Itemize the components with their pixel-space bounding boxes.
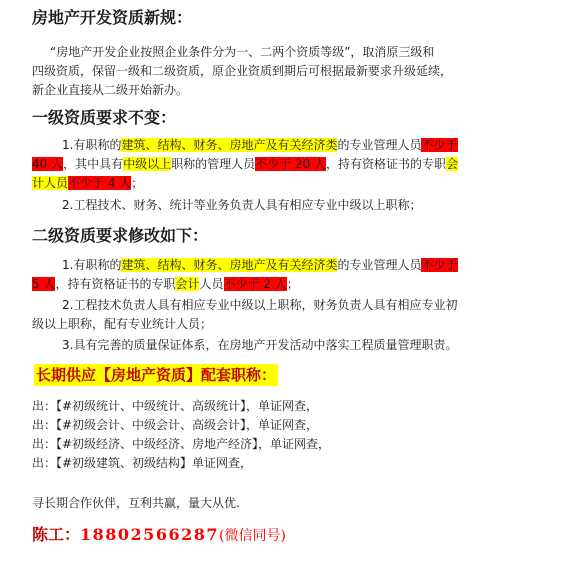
level2-item2-line2: 级以上职称，配有专业统计人员；: [32, 317, 213, 331]
highlight: 不少于 2 人: [223, 277, 287, 291]
text: 的专业管理人员: [337, 258, 422, 272]
highlight: 建筑、结构、财务、房地产及有关经济类: [121, 258, 338, 272]
text: ；: [131, 176, 144, 190]
text: ，持有资格证书的专职: [55, 277, 176, 291]
intro-line-1: “房地产开发企业按照企业条件分为一、二两个资质等级”，取消原三级和: [50, 45, 435, 59]
highlight: 计人员: [32, 176, 69, 190]
text: ，其中具有: [63, 157, 124, 171]
highlight: 建筑、结构、财务、房地产及有关经济类: [121, 138, 338, 152]
level1-item1-line1: [62, 136, 458, 155]
level2-item2-line1: 2.工程技术负责人具有相应专业中级以上职称，财务负责人具有相应专业初: [62, 298, 458, 312]
supply-heading-wrap: [34, 364, 278, 386]
supply-line-1: 出：【#初级统计、中级统计、高级统计】，单证网查，: [32, 399, 319, 413]
highlight: 不少于: [421, 258, 458, 272]
text: 人员: [199, 277, 224, 291]
contact-name: 陈工：: [32, 525, 81, 544]
supply-line-4: 出：【#初级建筑、初级结构】单证网查，: [32, 456, 253, 470]
level2-item1-line1: [62, 256, 458, 275]
text: ；: [286, 277, 299, 291]
highlight: 会计: [175, 277, 200, 291]
intro-line-3: 新企业直接从二级开始新办。: [32, 83, 189, 97]
contact-phone: 18802566287: [80, 525, 219, 544]
text: ，持有资格证书的专职: [326, 157, 447, 171]
level1-item1-line3: [32, 174, 143, 193]
text: 的专业管理人员: [337, 138, 422, 152]
supply-line-2: 出：【#初级会计、中级会计、高级会计】，单证网查，: [32, 418, 319, 432]
level1-item1-line2: [32, 155, 458, 174]
highlight: 不少于: [421, 138, 458, 152]
level2-heading: 二级资质要求修改如下：: [32, 226, 209, 245]
level2-item1-line2: [32, 275, 299, 294]
level1-item2: 2.工程技术、财务、统计等业务负责人具有相应专业中级以上职称；: [62, 198, 422, 212]
text: 1.有职称的: [62, 258, 122, 272]
highlight: 会: [446, 157, 459, 171]
highlight: 40 人: [32, 157, 64, 171]
level2-item3: 3.具有完善的质量保证体系，在房地产开发活动中落实工程质量管理职责。: [62, 338, 458, 352]
level1-heading: 一级资质要求不变：: [32, 108, 177, 127]
highlight: 不少于 4 人: [68, 176, 132, 190]
text: 职称的管理人员: [171, 157, 256, 171]
highlight: 中级以上: [123, 157, 172, 171]
partner-line: 寻长期合作伙伴，互利共赢，量大从优.: [32, 496, 240, 510]
intro-line-2: 四级资质，保留一级和二级资质，原企业资质到期后可根据最新要求升级延续，: [32, 64, 453, 78]
page-title: 房地产开发资质新规：: [32, 8, 193, 27]
supply-heading: 长期供应【房地产资质】配套职称：: [36, 366, 277, 384]
highlight: 不少于 20 人: [255, 157, 327, 171]
text: 1.有职称的: [62, 138, 122, 152]
highlight: 5 人: [32, 277, 56, 291]
contact-line: [32, 524, 286, 547]
supply-line-3: 出：【#初级经济、中级经济、房地产经济】，单证网查，: [32, 437, 331, 451]
contact-wechat: (微信同号): [218, 528, 286, 544]
